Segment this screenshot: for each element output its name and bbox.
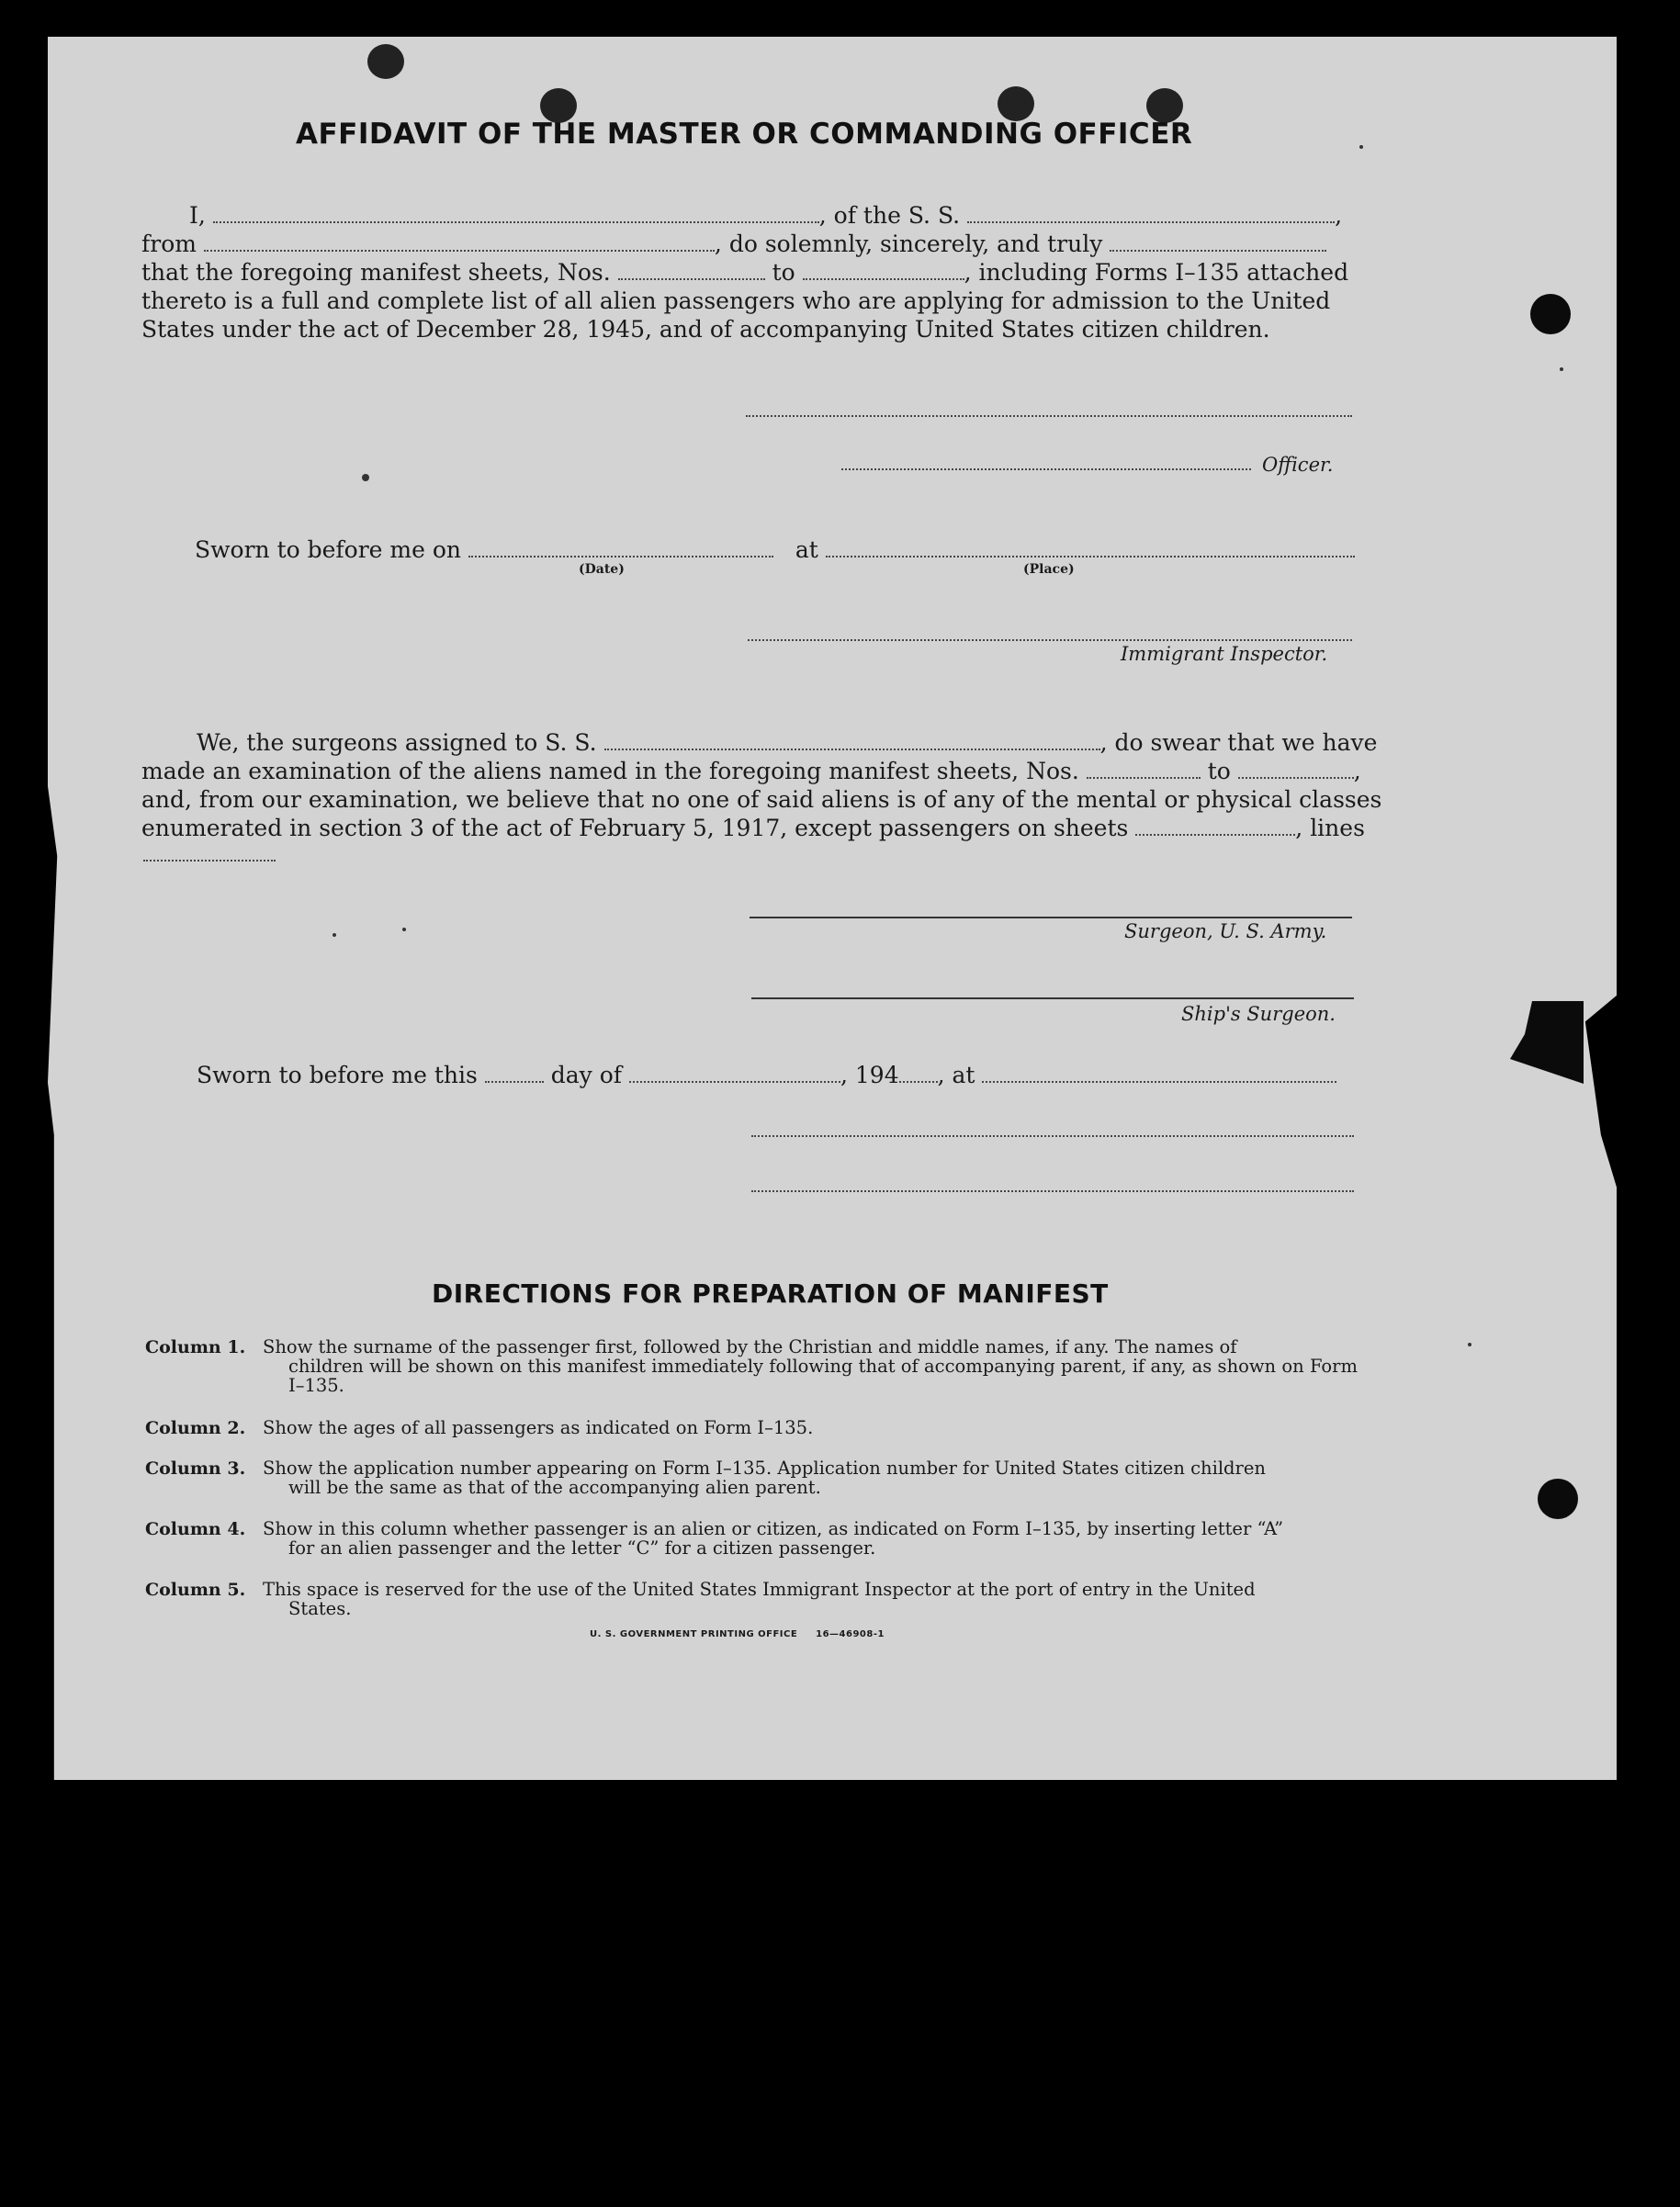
truly-field[interactable]	[1110, 233, 1326, 252]
except-sheets-field[interactable]	[1135, 817, 1295, 836]
affidavit-text: from	[141, 231, 197, 257]
sheets-from-field[interactable]	[618, 262, 765, 280]
sworn-line-1	[195, 536, 1355, 563]
officer-caption: Officer.	[1262, 454, 1334, 476]
punch-hole	[1538, 1479, 1578, 1519]
at-place-field[interactable]	[982, 1064, 1336, 1083]
direction-first: This space is reserved for the use of the United States Immigrant Inspector at the port of entry in the United	[263, 1579, 1256, 1600]
speck	[1468, 1343, 1471, 1346]
army-surgeon-signature-line[interactable]	[750, 917, 1352, 918]
surgeons-line-1	[197, 729, 1377, 756]
punch-hole	[367, 44, 404, 79]
directions-title: DIRECTIONS FOR PREPARATION OF MANIFEST	[432, 1278, 1109, 1309]
army-surgeon-caption: Surgeon, U. S. Army.	[1124, 920, 1327, 942]
affidavit-text: , including Forms I–135 attached	[964, 259, 1349, 286]
sworn-text: day of	[550, 1062, 623, 1088]
surgeons-text: We, the surgeons assigned to S. S.	[197, 729, 597, 756]
affidavit-line-1	[189, 202, 1342, 229]
place-field[interactable]	[826, 539, 1355, 557]
sworn-text: at	[795, 536, 818, 563]
surgeons-text: , do swear that we have	[1099, 729, 1378, 756]
sworn-text: Sworn to before me on	[195, 536, 462, 563]
date-field[interactable]	[468, 539, 773, 557]
punch-hole	[998, 86, 1034, 121]
lines-field[interactable]	[143, 860, 276, 861]
name-field[interactable]	[213, 205, 819, 223]
surgeons-line-2	[141, 758, 1361, 784]
affidavit-line-5: States under the act of December 28, 1945, and of accompanying United States citizen children.	[141, 316, 1270, 343]
surgeons-text: made an examination of the aliens named in the foregoing manifest sheets, Nos.	[141, 758, 1079, 784]
surgeons-line-4	[141, 815, 1365, 841]
direction-text	[263, 1458, 1358, 1497]
from-field[interactable]	[204, 233, 715, 252]
inspector-signature-line[interactable]	[748, 639, 1352, 641]
ship-surgeon-caption: Ship's Surgeon.	[1181, 1003, 1336, 1025]
surgeons-sheets-from-field[interactable]	[1087, 760, 1201, 779]
speck	[1359, 145, 1363, 149]
signature-line[interactable]	[746, 415, 1352, 417]
speck	[362, 474, 369, 481]
affidavit-text: to	[772, 259, 795, 286]
ship-surgeon-signature-line[interactable]	[751, 997, 1354, 999]
sworn-text: , 194	[840, 1062, 899, 1088]
signature-line[interactable]	[751, 1135, 1354, 1137]
direction-text	[263, 1519, 1358, 1558]
officer-signature-line[interactable]	[841, 468, 1251, 470]
direction-first: Show the ages of all passengers as indicated on Form I–135.	[263, 1417, 814, 1438]
direction-text	[263, 1337, 1358, 1395]
printer-name: U. S. GOVERNMENT PRINTING OFFICE	[590, 1629, 798, 1639]
affidavit-title: AFFIDAVIT OF THE MASTER OR COMMANDING OFFICER	[296, 118, 1193, 151]
sworn-text: Sworn to before me this	[197, 1062, 478, 1088]
surgeons-sheets-to-field[interactable]	[1238, 760, 1354, 779]
surgeons-line-3: and, from our examination, we believe that no one of said aliens is of any of the mental or physical classes	[141, 786, 1382, 813]
direction-text	[263, 1418, 1358, 1437]
date-caption: (Date)	[579, 562, 625, 577]
direction-first: Show in this column whether passenger is an alien or citizen, as indicated on Form I–135, by inserting letter “A”	[263, 1518, 1284, 1539]
direction-rest: will be the same as that of the accompanying alien parent.	[288, 1477, 821, 1498]
surgeons-text: , lines	[1295, 815, 1365, 841]
speck	[1560, 367, 1563, 371]
direction-first: Show the surname of the passenger first, followed by the Christian and middle names, if any. The names of	[263, 1336, 1237, 1357]
direction-rest: children will be shown on this manifest immediately following that of accompanying parent, if any, as shown on Form I–135.	[288, 1356, 1358, 1396]
surgeons-text: ,	[1353, 758, 1361, 784]
affidavit-line-4: thereto is a full and complete list of all alien passengers who are applying for admission to the United	[141, 287, 1331, 314]
year-field[interactable]	[899, 1064, 938, 1083]
surgeons-text: to	[1207, 758, 1231, 784]
speck	[333, 933, 336, 937]
direction-first: Show the application number appearing on Form I–135. Application number for United States citizen children	[263, 1458, 1266, 1479]
printer-imprint	[590, 1629, 885, 1639]
direction-rest: States.	[288, 1598, 352, 1619]
surgeons-ship-field[interactable]	[604, 732, 1100, 750]
affidavit-text: ,	[1335, 202, 1343, 229]
affidavit-text: that the foregoing manifest sheets, Nos.	[141, 259, 611, 286]
ship-name-field[interactable]	[967, 205, 1335, 223]
speck	[402, 928, 406, 931]
affidavit-line-3	[141, 259, 1348, 286]
sworn-text: , at	[937, 1062, 975, 1088]
day-field[interactable]	[485, 1064, 544, 1083]
month-field[interactable]	[629, 1064, 840, 1083]
sheets-to-field[interactable]	[803, 262, 964, 280]
direction-label: Column 1.	[145, 1337, 246, 1357]
affidavit-line-2	[141, 231, 1326, 257]
direction-label: Column 3.	[145, 1458, 246, 1479]
affidavit-text: I,	[189, 202, 206, 229]
sworn-line-2	[197, 1062, 1336, 1088]
surgeons-text: enumerated in section 3 of the act of February 5, 1917, except passengers on sheets	[141, 815, 1129, 841]
direction-label: Column 4.	[145, 1519, 246, 1539]
affidavit-text: , of the S. S.	[818, 202, 961, 229]
direction-label: Column 5.	[145, 1580, 246, 1600]
place-caption: (Place)	[1023, 562, 1075, 577]
direction-label: Column 2.	[145, 1418, 246, 1438]
punch-hole	[1530, 294, 1571, 334]
affidavit-text: , do solemnly, sincerely, and truly	[714, 231, 1103, 257]
direction-text	[263, 1580, 1358, 1618]
direction-rest: for an alien passenger and the letter “C” for a citizen passenger.	[288, 1537, 876, 1559]
signature-line[interactable]	[751, 1190, 1354, 1192]
inspector-caption: Immigrant Inspector.	[1121, 643, 1328, 665]
form-code: 16—46908-1	[816, 1629, 885, 1639]
